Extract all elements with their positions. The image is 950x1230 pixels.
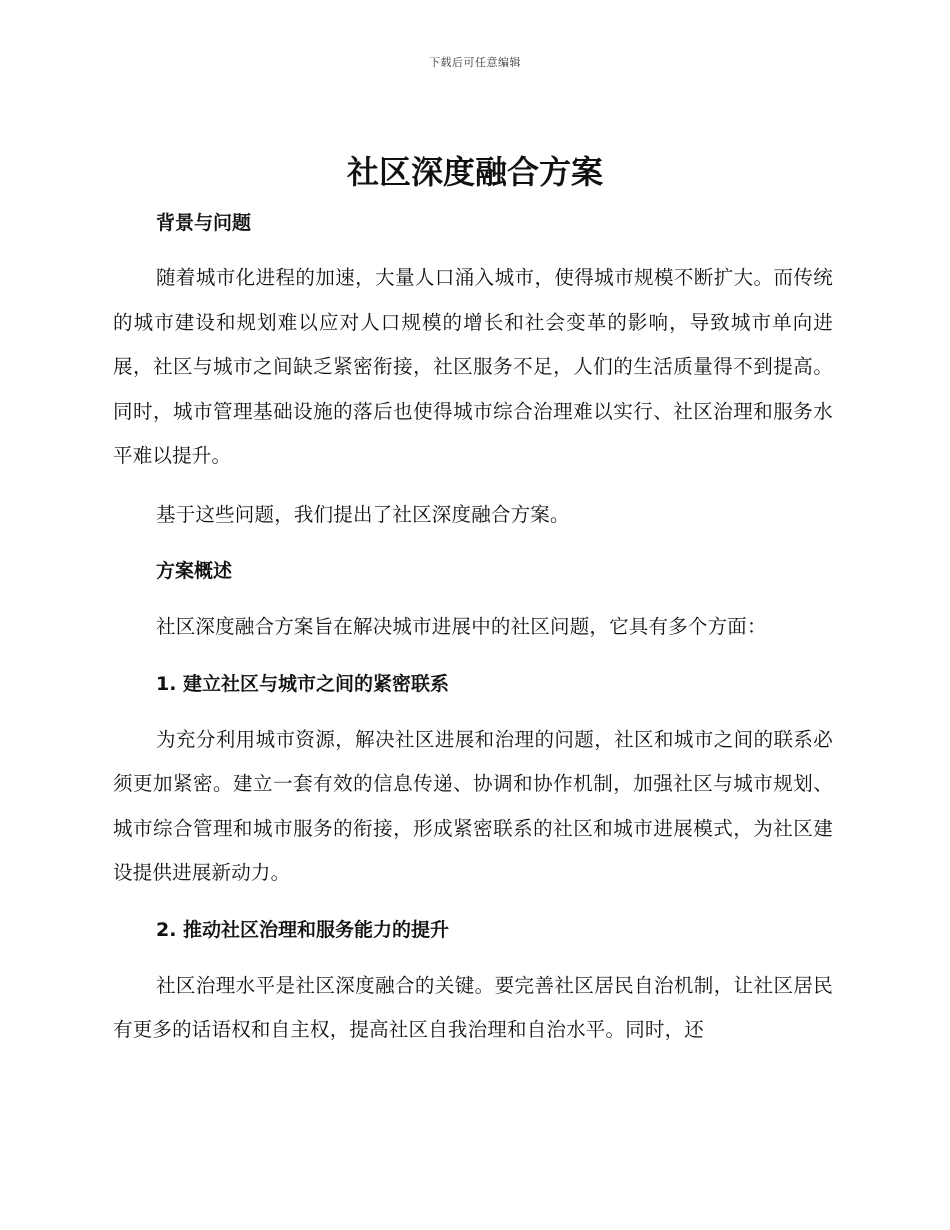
paragraph-governance: 社区治理水平是社区深度融合的关键。要完善社区居民自治机制，让社区居民有更多的话语权和自主权，提高社区自我治理和自治水平。同时，还 (113, 973, 833, 1041)
paragraph-proposal-intro: 基于这些问题，我们提出了社区深度融合方案。 (156, 502, 570, 526)
section-heading-connection: 1. 建立社区与城市之间的紧密联系 (156, 672, 450, 695)
paragraph-background: 随着城市化进程的加速，大量人口涌入城市，使得城市规模不断扩大。而传统的城市建设和规划难以应对人口规模的增长和社会变革的影响，导致城市单向进展，社区与城市之间缺乏紧密衔接，社区服务不足，人们的生活质量得不到提高。同时，城市管理基础设施的落后也使得城市综合治理难以实行、社区治理和服务水平难以提升。 (113, 266, 833, 467)
section-heading-background: 背景与问题 (156, 212, 252, 234)
section-heading-overview: 方案概述 (156, 560, 233, 582)
document-body (113, 203, 833, 1053)
document-title: 社区深度融合方案 (346, 153, 603, 191)
section-heading-governance: 2. 推动社区治理和服务能力的提升 (156, 918, 450, 941)
paragraph-overview: 社区深度融合方案旨在解决城市进展中的社区问题，它具有多个方面： (156, 615, 767, 638)
paragraph-connection: 为充分利用城市资源，解决社区进展和治理的问题，社区和城市之间的联系必须更加紧密。建立一套有效的信息传递、协调和协作机制，加强社区与城市规划、城市综合管理和城市服务的衔接，形成紧密联系的社区和城市进展模式，为社区建设提供进展新动力。 (113, 727, 833, 884)
header-note: 下载后可任意编辑 (429, 56, 521, 69)
